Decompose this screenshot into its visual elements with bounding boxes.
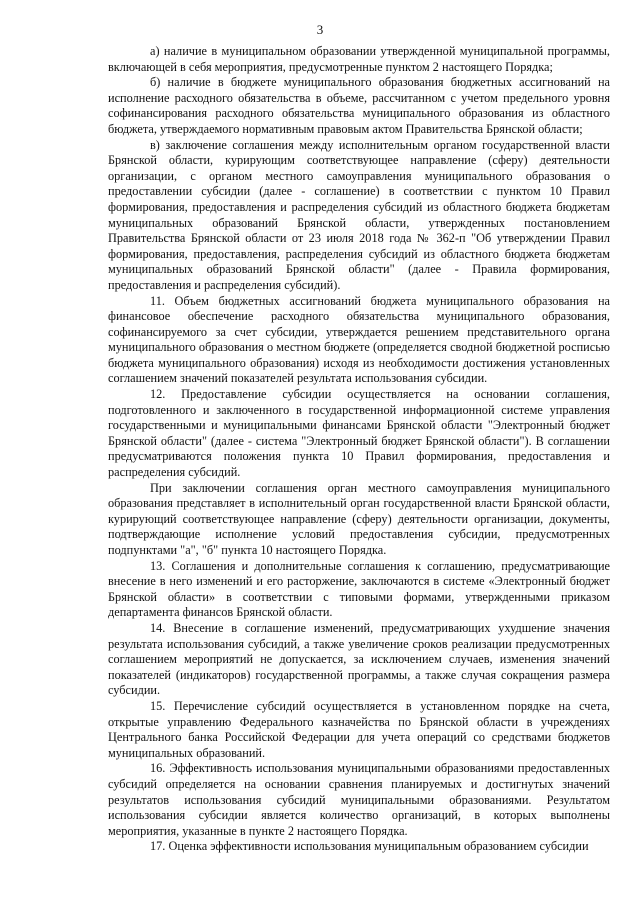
paragraph-item-13: 13. Соглашения и дополнительные соглашения к соглашению, предусматривающие внесение в него изменений и его расторжение, заключаются в системе «Электронный бюджет Брянской области» в соответствии с типовыми формами, утвержденными приказом департамента финансов Брянской области. bbox=[108, 558, 610, 620]
page-number: 3 bbox=[316, 22, 324, 37]
paragraph-item-12: 12. Предоставление субсидии осуществляется на основании соглашения, подготовленного и заключенного в государственной информационной системе управления государственными и муниципальными финансами Брянской области "Электронный бюджет Брянской области" (далее - система "Электронный бюджет Брянской области"). В соглашении предусматриваются положения пункта 10 Правил формирования, предоставления и распределения субсидий. bbox=[108, 387, 610, 480]
paragraph-subitem-v: в) заключение соглашения между исполнительным органом государственной власти Брянской области, курирующим соответствующее направление (сферу) деятельности организации, с органом местного самоуправления муниципального образования о предоставлении субсидии (далее - соглашение) в соответствии с пунктом 10 Правил формирования, предоставления и распределения субсидий из областного бюджета бюджетам муниципальных образований Брянской области, утвержденных постановлением Правительства Брянской области от 23 июля 2018 года № 362-п "Об утверждении Правил формирования, предоставления, распределения субсидий из областного бюджета бюджетам муниципальных образований Брянской области" (далее - Правила формирования, предоставления и распределения субсидий). bbox=[108, 137, 610, 292]
paragraph-item-16: 16. Эффективность использования муниципальными образованиями предоставленных субсидий определяется на основании сравнения планируемых и достигнутых значений результатов использования субсидий муниципальными образованиями. Результатом использования субсидии является количество организаций, в которых выполнены мероприятия, указанные в пункте 2 настоящего Порядка. bbox=[108, 761, 610, 838]
paragraph-item-14: 14. Внесение в соглашение изменений, предусматривающих ухудшение значения результата использования субсидий, а также увеличение сроков реализации предусмотренных соглашением мероприятий не допускается, за исключением случаев, изменения значений показателей (индикаторов) государственной программы, а также случая сокращения размера субсидии. bbox=[108, 620, 610, 698]
paragraph-item-11: 11. Объем бюджетных ассигнований бюджета муниципального образования на финансовое обеспечение расходного обязательства муниципального образования, софинансируемого за счет субсидии, утверждается решением представительного органа муниципального образования о местном бюджете (определяется сводной бюджетной росписью бюджета муниципального образования) исходя из необходимости достижения установленных соглашением значений показателей результата использования субсидии. bbox=[108, 293, 610, 386]
paragraph-item-12-continued: При заключении соглашения орган местного самоуправления муниципального образования представляет в исполнительный орган государственной власти Брянской области, курирующий соответствующее направление (сферу) деятельности организации, документы, подтверждающие исполнение условий предоставления субсидии, предусмотренных подпунктами "а", "б" пункта 10 настоящего Порядка. bbox=[108, 480, 610, 557]
document-body bbox=[108, 44, 610, 855]
paragraph-subitem-b: б) наличие в бюджете муниципального образования бюджетных ассигнований на исполнение расходного обязательства в объеме, рассчитанном с учетом предельного уровня софинансирования расходного обязательства муниципального образования из областного бюджета, утверждаемого нормативным правовым актом Правительства Брянской области; bbox=[108, 75, 610, 136]
paragraph-item-15: 15. Перечисление субсидий осуществляется в установленном порядке на счета, открытые управлению Федерального казначейства по Брянской области в учреждениях Центрального банка Российской Федерации для учета операций со средствами бюджетов муниципальных образований. bbox=[108, 698, 610, 760]
paragraph-subitem-a: а) наличие в муниципальном образовании утвержденной муниципальной программы, включающей в себя мероприятия, предусмотренные пунктом 2 настоящего Порядка; bbox=[108, 44, 610, 74]
paragraph-item-17: 17. Оценка эффективности использования муниципальным образованием субсидии bbox=[150, 839, 589, 854]
